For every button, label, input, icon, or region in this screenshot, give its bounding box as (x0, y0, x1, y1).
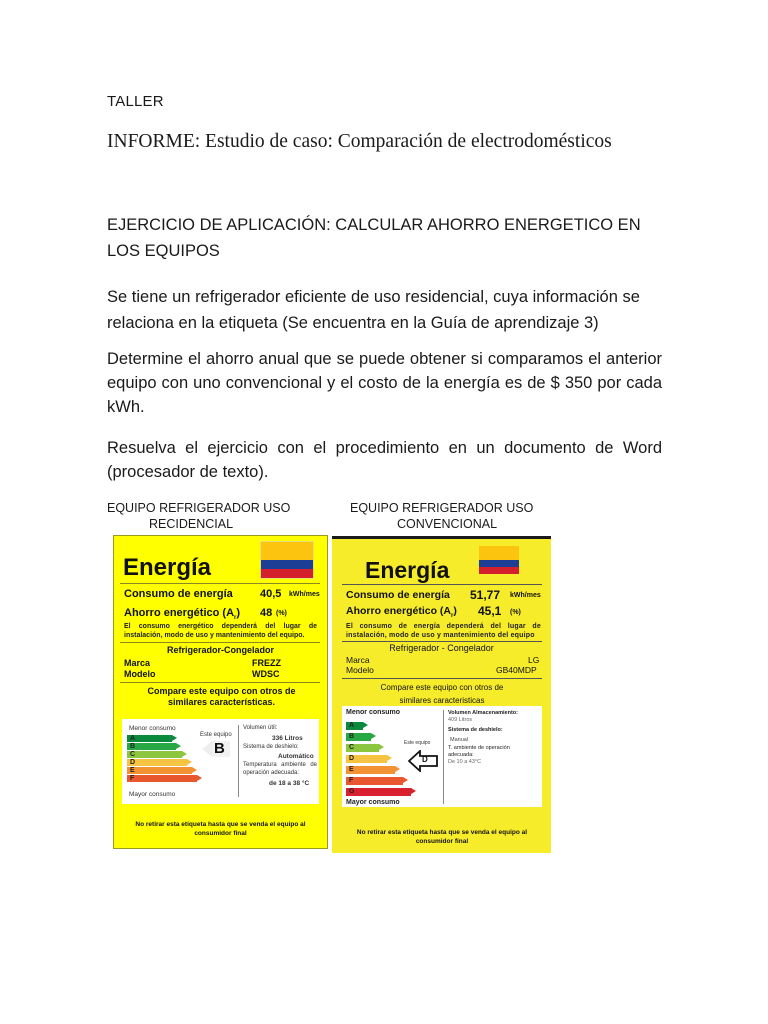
label-footer: No retirar esta etiqueta hasta que se venda el equipo al consumidor final (135, 821, 306, 837)
marca-value: FREZZ (252, 658, 281, 668)
caption-line1: EQUIPO REFRIGERADOR USO (107, 501, 291, 515)
modelo-label: Modelo (124, 669, 156, 679)
ahorro-unit: (%) (510, 609, 521, 616)
rating-arrow-icon (202, 741, 212, 757)
paragraph-question: Determine el ahorro anual que se puede obtener si comparamos el anterior equipo con uno convencional y el costo de la energía es de $ 350 por cada kWh. (107, 350, 662, 416)
appliance-type: Refrigerador - Congelador (389, 643, 494, 653)
class-bar-g: G (346, 788, 411, 796)
consumo-label: Consumo de energía (124, 588, 233, 600)
ahorro-unit: (%) (276, 610, 287, 617)
temperatura-value: de 18 a 38 °C (269, 780, 310, 787)
mayor-consumo: Mayor consumo (129, 791, 176, 798)
class-bar-a: A (127, 735, 172, 742)
menor-consumo: Menor consumo (129, 725, 176, 732)
caption-residencial (107, 500, 291, 532)
temperatura-value: De 10 a 43°C (448, 759, 482, 765)
efficiency-scale-box (122, 719, 319, 804)
volumen-label: Volumen Almacenamiento: (448, 710, 518, 716)
caption-convencional (350, 500, 534, 532)
rating-letter: B (214, 740, 225, 757)
class-bar-d: D (346, 755, 387, 763)
consumo-value: 51,77 (470, 588, 501, 602)
modelo-label: Modelo (346, 665, 374, 675)
volumen-value: 336 Litros (272, 735, 303, 742)
class-bar-c: C (127, 751, 182, 758)
appliance-type: Refrigerador-Congelador (166, 645, 274, 655)
label-title: Energía (123, 554, 212, 581)
caption-line1: EQUIPO REFRIGERADOR USO (350, 501, 534, 515)
colombia-flag-icon (260, 541, 314, 579)
marca-label: Marca (124, 658, 151, 668)
energy-label-residencial (113, 535, 328, 849)
este-equipo-text: Este equipo (200, 732, 232, 738)
consumo-label: Consumo de energía (346, 589, 450, 601)
ahorro-label: Ahorro energético $(A_r)$ (346, 605, 457, 620)
volumen-value: 409 Litros (448, 717, 473, 723)
ahorro-value: 45,1 (478, 604, 502, 618)
class-bar-b: B (127, 743, 176, 750)
exercise-heading: EJERCICIO DE APLICACIÓN: CALCULAR AHORRO ENERGETICO EN LOS EQUIPOS (107, 216, 641, 260)
caption-line2: CONVENCIONAL (397, 517, 498, 531)
class-bar-f: F (127, 775, 197, 782)
class-bar-e: E (346, 766, 395, 774)
menor-consumo: Menor consumo (346, 709, 401, 716)
efficiency-scale-box (342, 706, 542, 807)
label-title: Energía (365, 557, 450, 583)
consumo-unit: kWh/mes (289, 591, 320, 598)
label-footer: No retirar esta etiqueta hasta que se venda el equipo al consumidor final (356, 829, 528, 845)
ahorro-value: 48 (260, 607, 273, 619)
energy-label-convencional (332, 536, 551, 853)
divider (238, 725, 239, 797)
modelo-value: GB40MDP (496, 665, 537, 675)
class-bar-c: C (346, 744, 379, 752)
deshielo-value: Automático (278, 753, 314, 760)
deshielo-value: Manual (450, 737, 469, 743)
marca-label: Marca (346, 655, 370, 665)
divider (443, 710, 444, 804)
class-bar-b: B (346, 733, 371, 741)
compare-text: Compare este equipo con otros de similares características. (147, 686, 296, 707)
header-taller: TALLER (107, 93, 164, 110)
ahorro-label: Ahorro energético $(A_r)$ (124, 607, 241, 622)
paragraph-instructions: Resuelva el ejercicio con el procedimiento en un documento de Word (procesador de texto). (107, 439, 662, 481)
paragraph-intro: Se tiene un refrigerador eficiente de uso residencial, cuya información se relaciona en la etiqueta (Se encuentra en la Guía de aprendizaje 3) (107, 288, 640, 332)
temperatura-label: Temperatura ambiente de operación adecuada: (243, 762, 317, 776)
mayor-consumo: Mayor consumo (346, 799, 400, 806)
volumen-label: Volumen útil: (243, 725, 278, 731)
document-title: INFORME: Estudio de caso: Comparación de electrodomésticos (107, 131, 612, 152)
consumo-unit: kWh/mes (510, 592, 541, 599)
colombia-flag-icon (479, 546, 519, 574)
deshielo-label: Sistema de deshielo: (448, 727, 503, 733)
rating-letter: D (422, 755, 428, 764)
caption-line2: RECIDENCIAL (149, 517, 234, 531)
compare-text: Compare este equipo con otros de similares caracteristicas (380, 683, 504, 705)
consumption-note: El consumo energético dependerá del lugar de instalación, modo de uso y mantenimiento del equipo. (124, 623, 317, 639)
este-equipo-text: Este equipo (404, 740, 431, 746)
class-bar-d: D (127, 759, 187, 766)
consumption-note: El consumo de energía dependerá del lugar de instalación, modo de uso y mantenimiento del equipo (346, 623, 541, 639)
marca-value: LG (528, 655, 540, 665)
class-bar-e: E (127, 767, 192, 774)
modelo-value: WDSC (252, 669, 280, 679)
consumo-value: 40,5 (260, 588, 282, 600)
class-bar-a: A (346, 722, 363, 730)
class-bar-f: F (346, 777, 403, 785)
temperatura-label: T. ambiente de operación adecuada: (448, 745, 510, 758)
deshielo-label: Sistema de deshielo: (243, 744, 299, 750)
